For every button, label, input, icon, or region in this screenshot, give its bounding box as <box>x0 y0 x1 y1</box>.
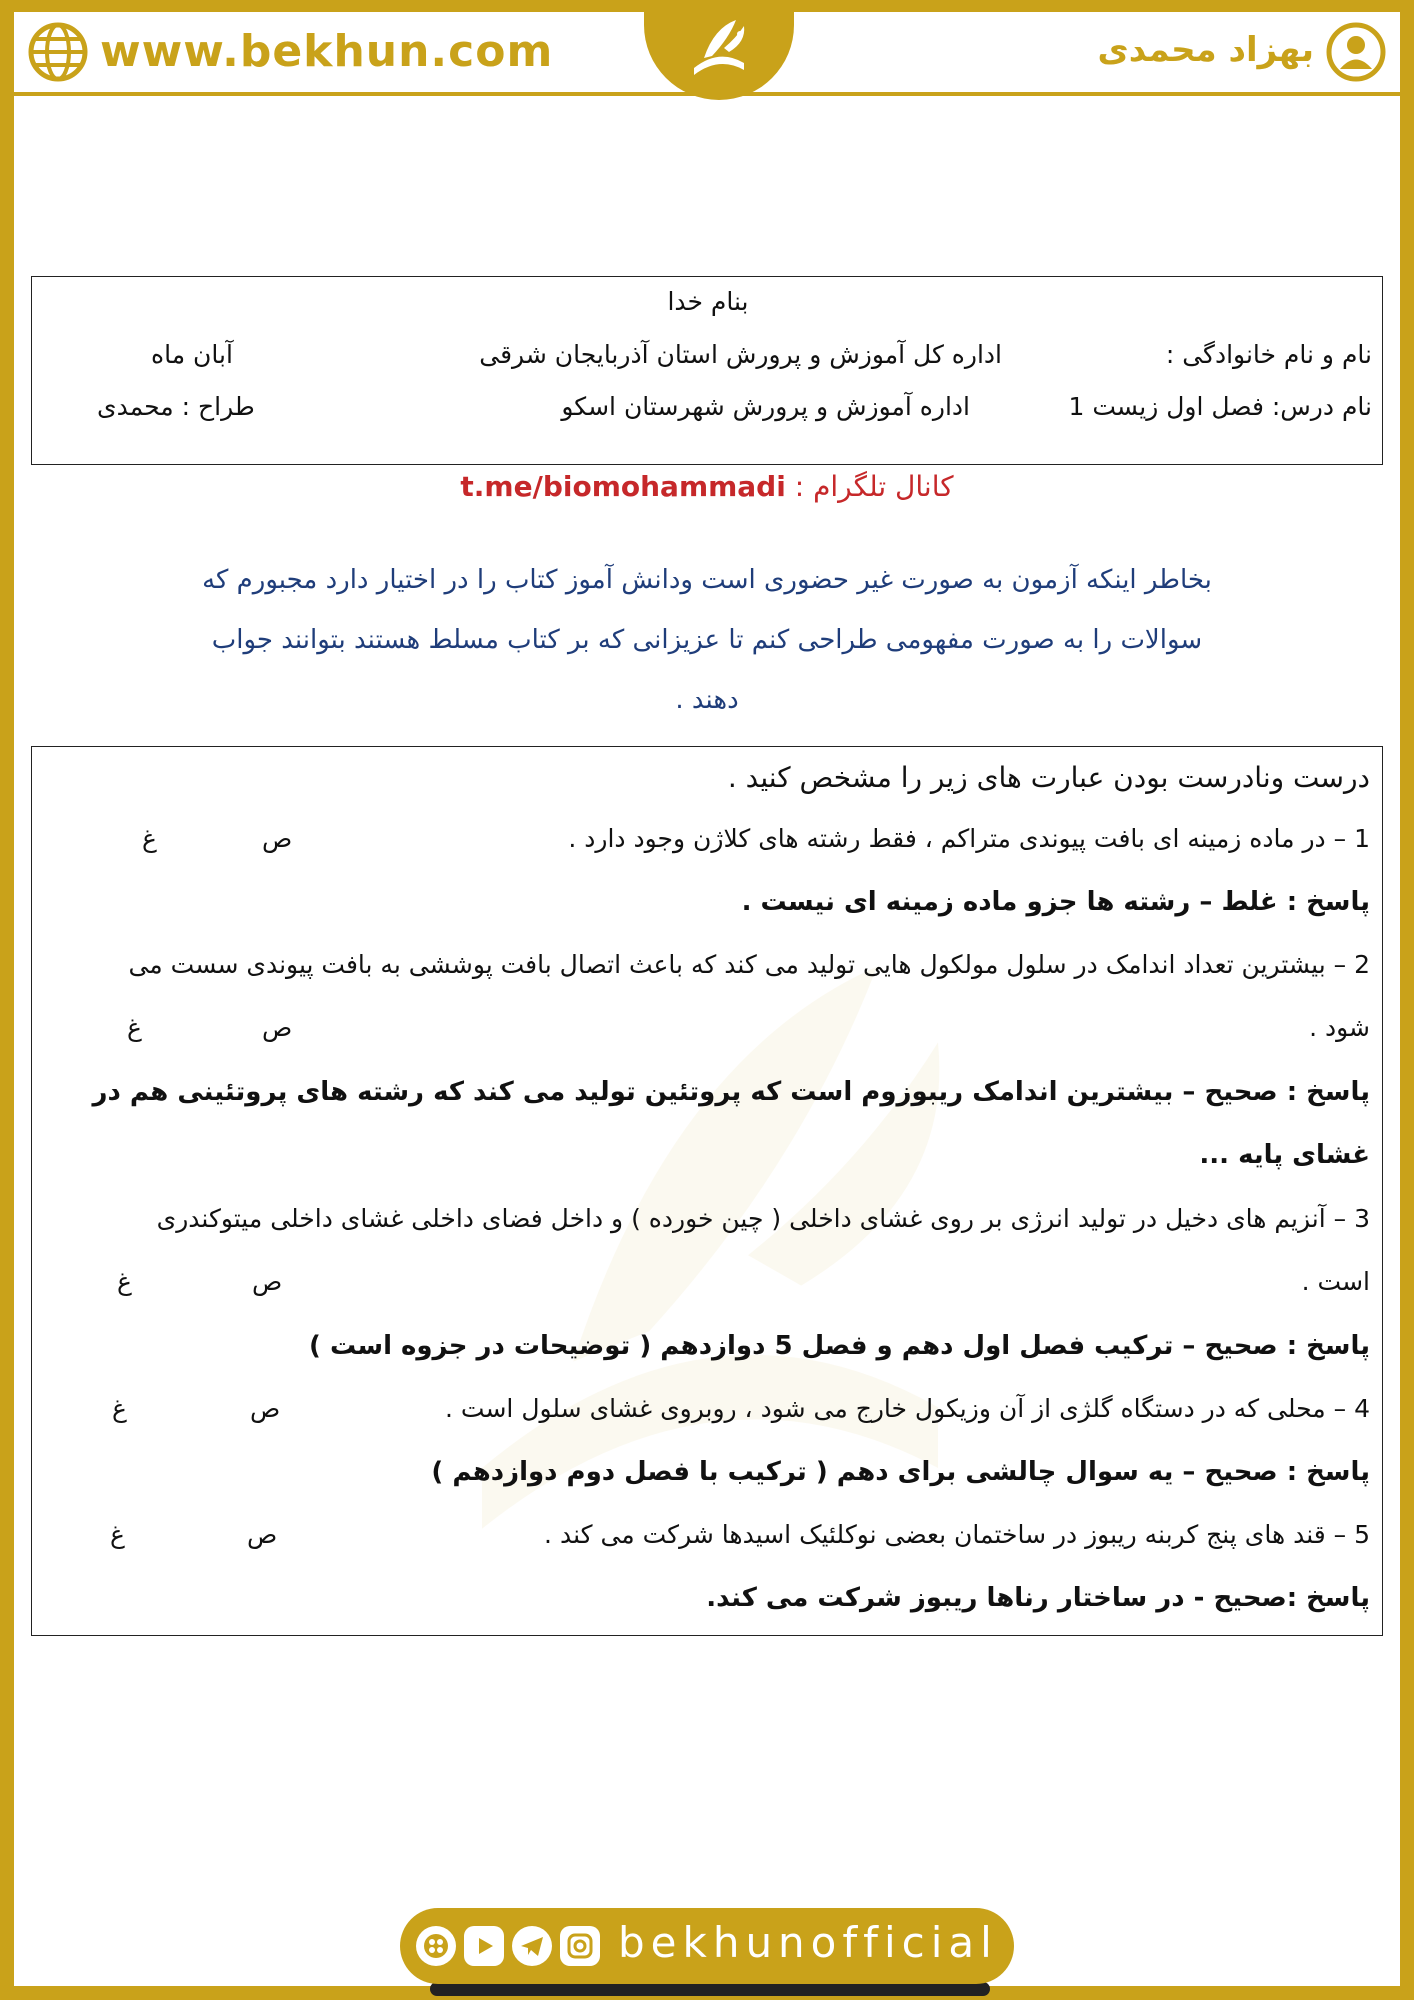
false-mark: غ <box>127 1013 142 1042</box>
answer-5: پاسخ :صحیح - در ساختار رناها ریبوز شرکت می کند. <box>706 1583 1370 1613</box>
question-3-line-1: 3 – آنزیم های دخیل در تولید انرژی بر روی غشای داخلی ( چین خورده ) و داخل فضای داخلی غشای داخلی میتوکندری <box>156 1204 1370 1233</box>
answer-1: پاسخ : غلط – رشته ها جزو ماده زمینه ای نیست . <box>741 887 1370 917</box>
footer-shadow <box>430 1982 990 1996</box>
user-icon <box>1326 22 1386 82</box>
question-1: 1 – در ماده زمینه ای بافت پیوندی متراکم ، فقط رشته های کلاژن وجود دارد . <box>568 824 1370 853</box>
designer-label: طراح : محمدی <box>97 392 255 421</box>
false-mark: غ <box>117 1267 132 1296</box>
exam-info-box <box>31 276 1383 465</box>
aparat-icon[interactable] <box>416 1926 456 1966</box>
province-office: اداره کل آموزش و پرورش استان آذربایجان شرقی <box>479 340 1002 369</box>
question-2-line-1: 2 – بیشترین تعداد اندامک در سلول مولکول هایی تولید می کند که باعث اتصال بافت پوششی به بافت پیوندی سست می <box>128 950 1370 979</box>
bekhun-logo-icon <box>674 8 764 88</box>
intro-note <box>180 550 1234 730</box>
footer-social-bar <box>400 1908 1014 1984</box>
questions-box <box>31 746 1383 1636</box>
answer-2-line-1: پاسخ : صحیح – بیشترین اندامک ریبوزوم است که پروتئین تولید می کند که رشته های پروتئینی هم در <box>92 1077 1370 1107</box>
answer-4: پاسخ : صحیح – یه سوال چالشی برای دهم ( ترکیب با فصل دوم دوازدهم ) <box>431 1457 1370 1487</box>
true-mark: ص <box>252 1267 283 1296</box>
intro-line-3: دهند . <box>675 685 739 715</box>
intro-line-1: بخاطر اینکه آزمون به صورت غیر حضوری است ودانش آموز کتاب را در اختیار دارد مجبورم که <box>202 565 1212 595</box>
question-3-line-2: است . <box>1301 1267 1370 1296</box>
telegram-icon[interactable] <box>512 1926 552 1966</box>
instagram-icon[interactable] <box>560 1926 600 1966</box>
true-mark: ص <box>262 824 293 853</box>
question-5: 5 – قند های پنج کربنه ریبوز در ساختمان بعضی نوکلئیک اسیدها شرکت می کند . <box>544 1520 1370 1549</box>
question-2-line-2: شود . <box>1309 1013 1370 1042</box>
answer-2-line-2: غشای پایه ... <box>1199 1140 1370 1170</box>
channel-link[interactable]: t.me/biomohammadi <box>460 470 786 503</box>
author-name: بهزاد محمدی <box>1097 30 1314 70</box>
question-4: 4 – محلی که در دستگاه گلژی از آن وزیکول خارج می شود ، روبروی غشای سلول است . <box>445 1394 1370 1423</box>
true-mark: ص <box>250 1394 281 1423</box>
false-mark: غ <box>142 824 157 853</box>
social-handle[interactable]: bekhunofficial <box>618 1918 998 1967</box>
false-mark: غ <box>112 1394 127 1423</box>
intro-line-2: سوالات را به صورت مفهومی طراحی کنم تا عزیزانی که بر کتاب مسلط هستند بتوانند جواب <box>211 625 1203 655</box>
student-name-label: نام و نام خانوادگی : <box>1165 340 1372 369</box>
exam-month: آبان ماه <box>151 340 233 369</box>
instruction: درست ونادرست بودن عبارت های زیر را مشخص کنید . <box>727 761 1370 794</box>
youtube-icon[interactable] <box>464 1926 504 1966</box>
true-mark: ص <box>247 1520 278 1549</box>
header-bar <box>14 12 1400 96</box>
false-mark: غ <box>110 1520 125 1549</box>
subject-label: نام درس: فصل اول زیست 1 <box>1068 392 1372 421</box>
true-mark: ص <box>262 1013 293 1042</box>
bismillah: بنام خدا <box>667 287 749 316</box>
site-url[interactable]: www.bekhun.com <box>100 26 554 77</box>
city-office: اداره آموزش و پرورش شهرستان اسکو <box>561 392 970 421</box>
telegram-channel <box>0 470 1414 503</box>
answer-3: پاسخ : صحیح – ترکیب فصل اول دهم و فصل 5 دوازدهم ( توضیحات در جزوه است ) <box>309 1331 1370 1361</box>
channel-label: کانال تلگرام : <box>794 470 954 503</box>
globe-icon <box>28 22 88 82</box>
logo-tab <box>644 0 794 100</box>
